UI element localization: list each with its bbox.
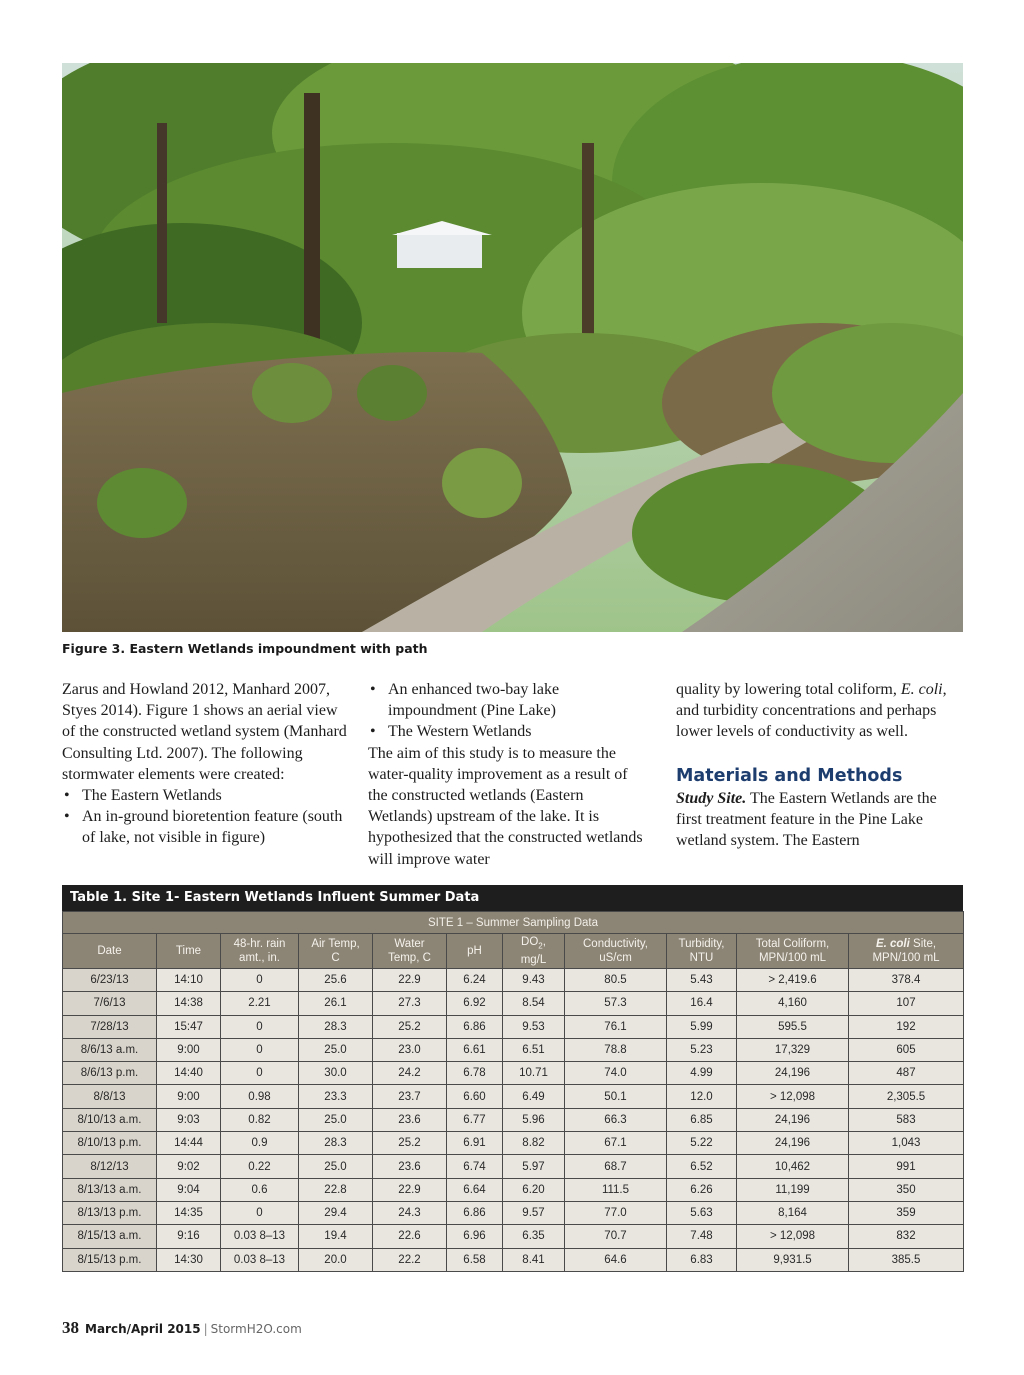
table-cell: 8/8/13 [63, 1085, 157, 1108]
table-cell: 9.57 [503, 1201, 565, 1224]
table-cell: 6.58 [447, 1248, 503, 1271]
column-header: Conductivity, uS/cm [565, 934, 667, 969]
table-cell: 16.4 [667, 992, 737, 1015]
table-cell: 10,462 [737, 1155, 849, 1178]
bullet-item: • An enhanced two-bay lake impoundment (Pine Lake) [368, 679, 648, 721]
column-header: Date [63, 934, 157, 969]
issue-date: March/April 2015 [85, 1322, 201, 1336]
table-cell: 8.54 [503, 992, 565, 1015]
paragraph: quality by lowering total coliform, E. coli, and turbidity concentrations and perhaps lower levels of conductivity as well. [676, 681, 947, 741]
table-cell: 4,160 [737, 992, 849, 1015]
table-cell: 6.35 [503, 1225, 565, 1248]
table-row [63, 1178, 964, 1201]
table-cell: 27.3 [373, 992, 447, 1015]
table-cell: 77.0 [565, 1201, 667, 1224]
table-cell: 24,196 [737, 1108, 849, 1131]
table-cell: 0.82 [221, 1108, 299, 1131]
table-cell: 8.41 [503, 1248, 565, 1271]
table-cell: 487 [849, 1062, 964, 1085]
table-cell: 378.4 [849, 969, 964, 992]
table-cell: 6.96 [447, 1225, 503, 1248]
table-cell: 26.1 [299, 992, 373, 1015]
table-cell: 0 [221, 1201, 299, 1224]
table-cell: 5.23 [667, 1038, 737, 1061]
page-number: 38 [62, 1318, 79, 1337]
table-cell: > 12,098 [737, 1085, 849, 1108]
table-cell: 15:47 [157, 1015, 221, 1038]
table-cell: 6.60 [447, 1085, 503, 1108]
table-cell: 6.49 [503, 1085, 565, 1108]
table-cell: 6.74 [447, 1155, 503, 1178]
table-cell: 9:02 [157, 1155, 221, 1178]
table-cell: 8/10/13 p.m. [63, 1132, 157, 1155]
wetlands-photo [62, 63, 963, 632]
table-cell: 832 [849, 1225, 964, 1248]
table-cell: 0 [221, 1015, 299, 1038]
table-cell: 64.6 [565, 1248, 667, 1271]
data-table [62, 885, 963, 1272]
table-cell: 0.9 [221, 1132, 299, 1155]
table-cell: 22.9 [373, 1178, 447, 1201]
column-header: Air Temp, C [299, 934, 373, 969]
table-cell: 17,329 [737, 1038, 849, 1061]
table-cell: 7.48 [667, 1225, 737, 1248]
table-row [63, 1201, 964, 1224]
table-row [63, 1225, 964, 1248]
table-cell: 9:03 [157, 1108, 221, 1131]
table-cell: 66.3 [565, 1108, 667, 1131]
table-cell: 5.63 [667, 1201, 737, 1224]
table-cell: 9:04 [157, 1178, 221, 1201]
page-footer [62, 1318, 302, 1338]
table-cell: 107 [849, 992, 964, 1015]
table-cell: 991 [849, 1155, 964, 1178]
table-cell: 24,196 [737, 1132, 849, 1155]
table-cell: 70.7 [565, 1225, 667, 1248]
table-cell: 6.20 [503, 1178, 565, 1201]
table-row [63, 1062, 964, 1085]
bullet-item: • An in-ground bioretention feature (south of lake, not visible in figure) [62, 806, 352, 848]
table-cell: 6.26 [667, 1178, 737, 1201]
website: StormH2O.com [210, 1322, 302, 1336]
table-cell: 595.5 [737, 1015, 849, 1038]
table-cell: 0.03 8–13 [221, 1225, 299, 1248]
table-cell: 8.82 [503, 1132, 565, 1155]
table-cell: 50.1 [565, 1085, 667, 1108]
table-cell: 78.8 [565, 1038, 667, 1061]
table-cell: 30.0 [299, 1062, 373, 1085]
table-row [63, 1038, 964, 1061]
table-cell: 8/10/13 a.m. [63, 1108, 157, 1131]
table-cell: 359 [849, 1201, 964, 1224]
table-cell: 80.5 [565, 969, 667, 992]
table-cell: 9:00 [157, 1038, 221, 1061]
table-cell: 5.97 [503, 1155, 565, 1178]
figure-caption: Figure 3. Eastern Wetlands impoundment with path [62, 641, 428, 656]
table-cell: > 2,419.6 [737, 969, 849, 992]
bullet-item: • The Eastern Wetlands [62, 785, 352, 806]
table-cell: 28.3 [299, 1015, 373, 1038]
table-cell: 0 [221, 969, 299, 992]
table-cell: 6.85 [667, 1108, 737, 1131]
section-heading: Materials and Methods [676, 765, 903, 786]
table-row [63, 1108, 964, 1131]
table-cell: 24.2 [373, 1062, 447, 1085]
table-cell: 0.6 [221, 1178, 299, 1201]
column-header: 48-hr. rain amt., in. [221, 934, 299, 969]
table-row [63, 969, 964, 992]
table-cell: 14:44 [157, 1132, 221, 1155]
table-cell: 7/28/13 [63, 1015, 157, 1038]
paragraph: Study Site. The Eastern Wetlands are the first treatment feature in the Pine Lake wetland system. The Eastern [676, 789, 937, 850]
table-cell: 8/6/13 p.m. [63, 1062, 157, 1085]
table-row [63, 1155, 964, 1178]
table-cell: 8,164 [737, 1201, 849, 1224]
table-cell: 5.99 [667, 1015, 737, 1038]
table-cell: 25.0 [299, 1038, 373, 1061]
table-cell: 192 [849, 1015, 964, 1038]
table-cell: 9:16 [157, 1225, 221, 1248]
table-cell: 8/15/13 a.m. [63, 1225, 157, 1248]
table-cell: 28.3 [299, 1132, 373, 1155]
column-header: E. coli Site, MPN/100 mL [849, 934, 964, 969]
table-cell: 2,305.5 [849, 1085, 964, 1108]
table-cell: 5.96 [503, 1108, 565, 1131]
column-header: Water Temp, C [373, 934, 447, 969]
table-cell: 8/15/13 p.m. [63, 1248, 157, 1271]
table-title: Table 1. Site 1- Eastern Wetlands Influent Summer Data [62, 885, 963, 911]
table-cell: 8/6/13 a.m. [63, 1038, 157, 1061]
column-header: Turbidity, NTU [667, 934, 737, 969]
table-cell: 8/13/13 p.m. [63, 1201, 157, 1224]
table-cell: 6.83 [667, 1248, 737, 1271]
body-column-3 [676, 679, 966, 851]
table-row [63, 1132, 964, 1155]
column-header: pH [447, 934, 503, 969]
column-header: Time [157, 934, 221, 969]
table-cell: 57.3 [565, 992, 667, 1015]
table-header-row [63, 934, 964, 969]
table-cell: 0.98 [221, 1085, 299, 1108]
table-cell: 9.43 [503, 969, 565, 992]
table-cell: 14:40 [157, 1062, 221, 1085]
table-cell: 14:38 [157, 992, 221, 1015]
table-cell: 6.61 [447, 1038, 503, 1061]
table-cell: 23.6 [373, 1108, 447, 1131]
table-row [63, 1015, 964, 1038]
table-group-header: SITE 1 – Summer Sampling Data [63, 912, 964, 934]
table-cell: 350 [849, 1178, 964, 1201]
table-cell: 24,196 [737, 1062, 849, 1085]
run-in-heading: Study Site. [676, 789, 747, 807]
table-cell: 6/23/13 [63, 969, 157, 992]
paragraph: Zarus and Howland 2012, Manhard 2007, Styes 2014). Figure 1 shows an aerial view of the constructed wetland system (Manhard Consulting Ltd. 2007). The following stormwater elements were created: [62, 681, 347, 783]
table-cell: 22.9 [373, 969, 447, 992]
table-cell: 14:30 [157, 1248, 221, 1271]
table-cell: 6.86 [447, 1015, 503, 1038]
table-cell: 67.1 [565, 1132, 667, 1155]
table-row [63, 1248, 964, 1271]
table-cell: 8/13/13 a.m. [63, 1178, 157, 1201]
table-cell: 14:10 [157, 969, 221, 992]
table-cell: 6.78 [447, 1062, 503, 1085]
table-cell: 5.22 [667, 1132, 737, 1155]
table-cell: 111.5 [565, 1178, 667, 1201]
bullet-item: • The Western Wetlands [368, 721, 648, 742]
table-cell: 29.4 [299, 1201, 373, 1224]
table-cell: 6.77 [447, 1108, 503, 1131]
column-header: $DO_2$, mg/L [503, 934, 565, 969]
table-cell: 14:35 [157, 1201, 221, 1224]
table-cell: 23.3 [299, 1085, 373, 1108]
table-cell: 23.6 [373, 1155, 447, 1178]
table-cell: 6.91 [447, 1132, 503, 1155]
table-cell: 5.43 [667, 969, 737, 992]
body-column-2 [368, 679, 648, 870]
table-cell: 68.7 [565, 1155, 667, 1178]
table-cell: > 12,098 [737, 1225, 849, 1248]
table-cell: 25.2 [373, 1132, 447, 1155]
table-cell: 6.24 [447, 969, 503, 992]
table-cell: 605 [849, 1038, 964, 1061]
table-row [63, 1085, 964, 1108]
table-cell: 9,931.5 [737, 1248, 849, 1271]
column-header: Total Coliform, MPN/100 mL [737, 934, 849, 969]
table-cell: 12.0 [667, 1085, 737, 1108]
table-cell: 9.53 [503, 1015, 565, 1038]
table-cell: 24.3 [373, 1201, 447, 1224]
table-cell: 11,199 [737, 1178, 849, 1201]
table-cell: 2.21 [221, 992, 299, 1015]
table-cell: 385.5 [849, 1248, 964, 1271]
table-cell: 0.03 8–13 [221, 1248, 299, 1271]
table-cell: 583 [849, 1108, 964, 1131]
table-cell: 0 [221, 1062, 299, 1085]
table-cell: 0 [221, 1038, 299, 1061]
table-cell: 19.4 [299, 1225, 373, 1248]
table-cell: 25.6 [299, 969, 373, 992]
table-cell: 6.86 [447, 1201, 503, 1224]
table-cell: 23.0 [373, 1038, 447, 1061]
table-cell: 22.2 [373, 1248, 447, 1271]
table-cell: 8/12/13 [63, 1155, 157, 1178]
body-column-1 [62, 679, 352, 849]
table-cell: 9:00 [157, 1085, 221, 1108]
table-cell: 1,043 [849, 1132, 964, 1155]
separator: | [203, 1322, 208, 1336]
table-cell: 25.0 [299, 1108, 373, 1131]
table-cell: 20.0 [299, 1248, 373, 1271]
table-cell: 6.52 [667, 1155, 737, 1178]
table-cell: 10.71 [503, 1062, 565, 1085]
table-cell: 4.99 [667, 1062, 737, 1085]
table-cell: 7/6/13 [63, 992, 157, 1015]
table-cell: 6.51 [503, 1038, 565, 1061]
table-cell: 6.64 [447, 1178, 503, 1201]
table-cell: 25.0 [299, 1155, 373, 1178]
table-cell: 0.22 [221, 1155, 299, 1178]
table-cell: 22.6 [373, 1225, 447, 1248]
table-cell: 22.8 [299, 1178, 373, 1201]
table-cell: 23.7 [373, 1085, 447, 1108]
table-cell: 74.0 [565, 1062, 667, 1085]
table-cell: 25.2 [373, 1015, 447, 1038]
table-cell: 6.92 [447, 992, 503, 1015]
table-cell: 76.1 [565, 1015, 667, 1038]
table-row [63, 992, 964, 1015]
paragraph: The aim of this study is to measure the water-quality improvement as a result of the constructed wetlands (Eastern Wetlands) upstream of the lake. It is hypothesized that the constructed wetlands will improve water [368, 744, 643, 868]
